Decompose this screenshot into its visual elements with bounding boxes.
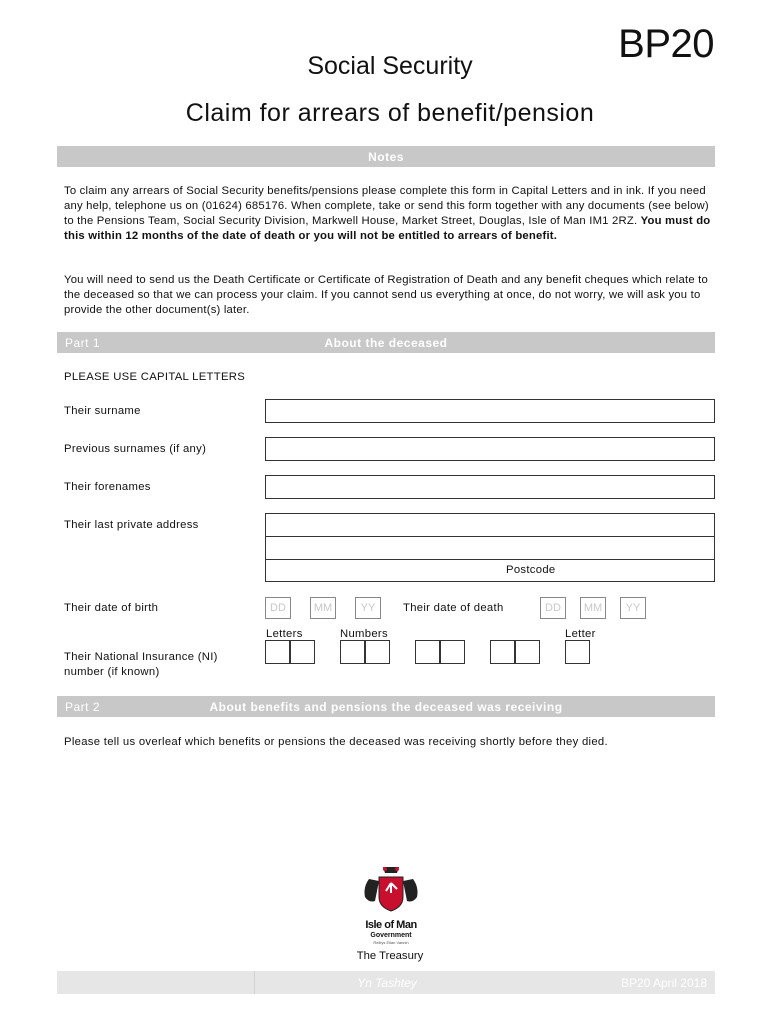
ni-label-line1: Their National Insurance (NI) [64, 651, 218, 663]
page-subtitle: Claim for arrears of benefit/pension [185, 99, 595, 127]
footer-tashtey: Yn Tashtey [357, 976, 417, 990]
ni-final-letter-box[interactable] [565, 640, 590, 664]
address-label: Their last private address [64, 519, 199, 531]
form-code: BP20 [618, 22, 714, 66]
ni-number-box-4[interactable] [440, 640, 465, 664]
dod-month[interactable]: MM [580, 597, 606, 619]
footer-bar [57, 971, 715, 994]
surname-input[interactable] [265, 399, 715, 423]
notes-bar [57, 146, 715, 167]
ni-letters-label: Letters [266, 628, 303, 640]
ni-number-box-2[interactable] [365, 640, 390, 664]
page-title: Social Security [307, 52, 473, 80]
forenames-label: Their forenames [64, 481, 151, 493]
postcode-label: Postcode [506, 564, 556, 576]
dob-year[interactable]: YY [355, 597, 381, 619]
part2-heading: About benefits and pensions the deceased was receiving [209, 700, 563, 714]
part2-instruction: Please tell us overleaf which benefits or pensions the deceased was receiving shortly before they died. [64, 736, 608, 748]
ni-letter-box-1[interactable] [265, 640, 290, 664]
part2-bar [57, 696, 715, 717]
footer-form-date: BP20 April 2018 [620, 976, 707, 990]
address-line-2[interactable] [265, 536, 715, 560]
notes-paragraph-1 [64, 184, 719, 244]
previous-surnames-label: Previous surnames (if any) [64, 443, 207, 455]
dod-year[interactable]: YY [620, 597, 646, 619]
dob-month[interactable]: MM [310, 597, 336, 619]
ni-number-box-6[interactable] [515, 640, 540, 664]
notes-warning: You must do this within 12 months of the date of death or you will not be entitled to arrears of benefit. [64, 215, 711, 242]
notes-heading: Notes [368, 150, 404, 164]
ni-letter-label: Letter [565, 628, 596, 640]
ni-label-line2: number (if known) [64, 666, 160, 678]
address-postcode-row[interactable] [265, 559, 715, 582]
isle-of-man-government-logo [355, 865, 427, 945]
ni-letter-box-2[interactable] [290, 640, 315, 664]
part1-bar [57, 332, 715, 353]
dod-label: Their date of death [403, 602, 504, 614]
logo-line3: Reiltys Ellan Vannin [373, 940, 409, 945]
part2-label: Part 2 [65, 700, 101, 714]
ni-number-box-1[interactable] [340, 640, 365, 664]
forenames-input[interactable] [265, 475, 715, 499]
dob-day[interactable]: DD [265, 597, 291, 619]
notes-paragraph-2: You will need to send us the Death Certificate or Certificate of Registration of Death and any benefit cheques which relate to the deceased so that we can process your claim. If you cannot send us everything at once, do not worry, we will ask you to provide the other document(s) later. [64, 274, 708, 316]
surname-label: Their surname [64, 405, 141, 417]
ni-number-box-3[interactable] [415, 640, 440, 664]
notes-text: To claim any arrears of Social Security benefits/pensions please complete this form in Capital Letters and in ink. If you need any help, telephone us on (01624) 685176. When complete, take or send this form together with any documents (see below) to the Pensions Team, Social Security Division, Markwell House, Market Street, Douglas, Isle of Man IM1 2RZ. [64, 185, 709, 227]
crest-icon [355, 865, 427, 915]
logo-line1: Isle of Man [365, 919, 417, 931]
address-line-1[interactable] [265, 513, 715, 537]
logo-line2: Government [370, 932, 412, 939]
dob-label: Their date of birth [64, 602, 159, 614]
dod-day[interactable]: DD [540, 597, 566, 619]
treasury-label: The Treasury [356, 950, 424, 962]
part1-label: Part 1 [65, 336, 101, 350]
ni-numbers-label: Numbers [340, 628, 388, 640]
ni-number-box-5[interactable] [490, 640, 515, 664]
capitals-note: PLEASE USE CAPITAL LETTERS [64, 371, 246, 383]
part1-heading: About the deceased [324, 336, 448, 350]
previous-surnames-input[interactable] [265, 437, 715, 461]
